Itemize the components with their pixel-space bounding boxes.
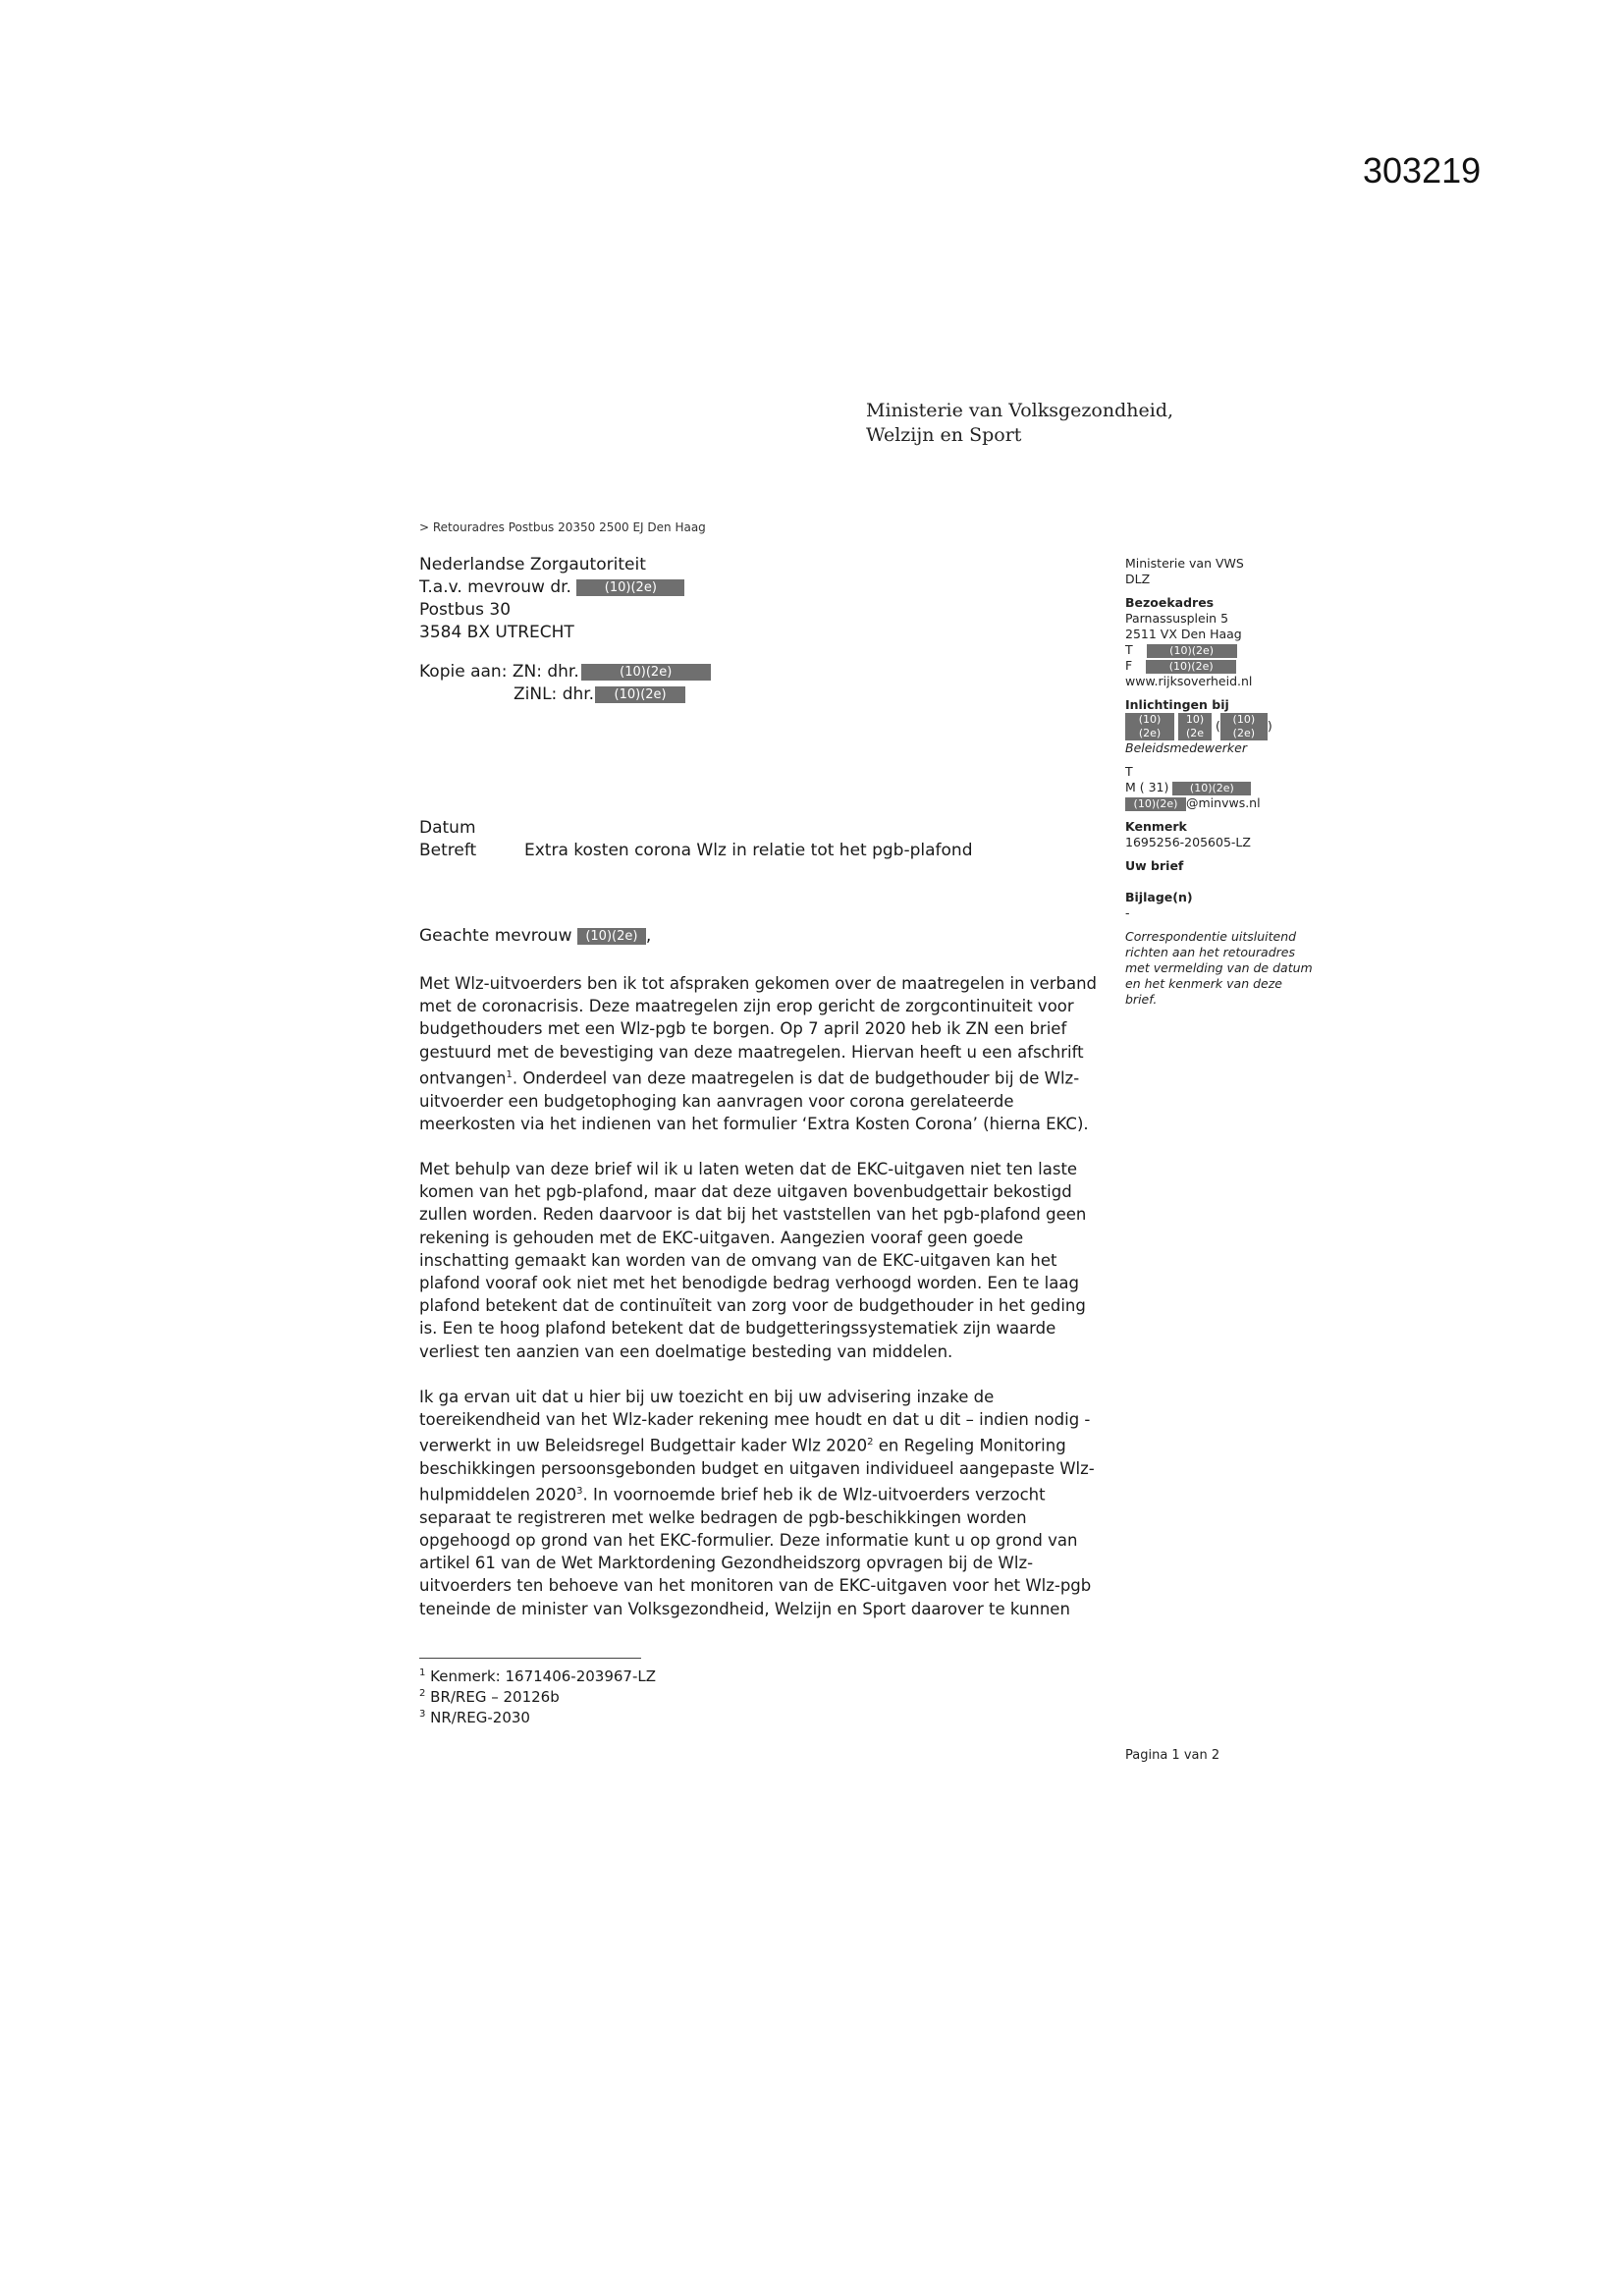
ministry-logo-text	[866, 399, 1173, 448]
document-number: 303219	[1363, 150, 1482, 191]
copy-line-2: ZiNL: dhr. (10)(2e)	[419, 683, 711, 706]
ministry-line-2: Welzijn en Sport	[866, 424, 1022, 446]
redaction-box: (10)(2e)	[1146, 660, 1236, 674]
redaction-box: (10)(2e)	[1125, 713, 1174, 740]
contact-name: (10)(2e) 10)(2e ( (10)(2e) )	[1125, 713, 1322, 740]
recipient-address	[419, 554, 684, 644]
correspondence-note: Correspondentie uitsluitend richten aan het retouradres met vermelding van de datum en het kenmerk van deze brief.	[1125, 929, 1313, 1007]
redaction-box: (10)(2e)	[576, 579, 684, 596]
footnote-3: $^3$ NR/REG-2030	[419, 1709, 530, 1726]
page-indicator: Pagina 1 van 2	[1125, 1748, 1220, 1763]
sidebar-org: Ministerie van VWS	[1125, 556, 1244, 571]
visit-street: Parnassusplein 5	[1125, 611, 1229, 626]
sidebar-info	[1125, 556, 1322, 1008]
redaction-box: (10)(2e)	[1147, 644, 1237, 658]
letter-meta	[419, 817, 973, 862]
recipient-org: Nederlandse Zorgautoriteit	[419, 555, 646, 574]
recipient-city: 3584 BX UTRECHT	[419, 623, 574, 642]
info-label: Inlichtingen bij	[1125, 697, 1229, 712]
footnote-2: $^2$ BR/REG – 20126b	[419, 1688, 560, 1706]
paragraph-2: Met behulp van deze brief wil ik u laten weten dat de EKC-uitgaven niet ten laste komen van het pgb-plafond, maar dat deze uitgaven bovenbudgettair bekostigd zullen worden. Reden daarvoor is dat bij het vaststellen van het pgb-plafond geen rekening is gehouden met de EKC-uitgaven. Aangezien vooraf geen goede inschatting gemaakt kan worden van de omvang van de EKC-uitgaven kan het plafond vooraf ook niet met het benodigde bedrag verhoogd worden. Een te laag plafond betekent dat de continuïteit van zorg voor de budgethouder in het geding is. Een te hoog plafond betekent dat de budgetteringssystematiek zijn waarde verliest ten aanzien van een doelmatige besteding van middelen.	[419, 1159, 1087, 1361]
redaction-box: (10)(2e)	[1125, 797, 1186, 811]
visit-label: Bezoekadres	[1125, 595, 1215, 610]
date-label: Datum	[419, 818, 476, 838]
sidebar-department: DLZ	[1125, 572, 1151, 586]
redaction-box: (10)(2e)	[595, 686, 685, 703]
salutation: Geachte mevrouw (10)(2e) ,	[419, 926, 652, 946]
contact-email: (10)(2e) @minvws.nl	[1125, 795, 1322, 811]
redaction-box: 10)(2e	[1178, 713, 1212, 740]
paragraph-3: Ik ga ervan uit dat u hier bij uw toezicht en bij uw advisering inzake de toereikendheid van het Wlz-kader rekening mee houdt en dat u dit – indien nodig - verwerkt in uw Beleidsregel Budgettair kader Wlz 2020$^2$ en Regeling Monitoring beschikkingen persoonsgebonden budget en uitgaven individueel aangepaste Wlz-hulpmiddelen 2020$^3$. In voornoemde brief heb ik de Wlz-uitvoerders verzocht separaat te registreren met welke bedragen de pgb-beschikkingen worden opgehoogd op grond van het EKC-formulier. Deze informatie kunt u op grond van artikel 61 van de Wet Marktordening Gezondheidszorg opvragen bij de Wlz-uitvoerders ten behoeve van het monitoren van de EKC-uitgaven voor het Wlz-pgb teneinde de minister van Volksgezondheid, Welzijn en Sport daarover te kunnen	[419, 1387, 1095, 1618]
ref-value: 1695256-205605-LZ	[1125, 835, 1251, 849]
attachments-value: -	[1125, 905, 1130, 920]
letter-body	[419, 972, 1107, 1643]
subject-text: Extra kosten corona Wlz in relatie tot het pgb-plafond	[524, 841, 973, 860]
attachments-label: Bijlage(n)	[1125, 890, 1193, 904]
paragraph-1: Met Wlz-uitvoerders ben ik tot afspraken gekomen over de maatregelen in verband met de coronacrisis. Deze maatregelen zijn erop gericht de zorgcontinuiteit voor budgethouders met een Wlz-pgb te borgen. Op 7 april 2020 heb ik ZN een brief gestuurd met de bevestiging van deze maatregelen. Hiervan heeft u een afschrift ontvangen$^1$. Onderdeel van deze maatregelen is dat de budgethouder bij de Wlz-uitvoerder een budgetophoging kan aanvragen voor corona gerelateerde meerkosten via het indienen van het formulier ‘Extra Kosten Corona’ (hierna EKC).	[419, 974, 1098, 1133]
contact-mobile: M ( 31) (10)(2e)	[1125, 780, 1322, 795]
recipient-attn: T.a.v. mevrouw dr. (10)(2e)	[419, 576, 684, 599]
contact-role: Beleidsmedewerker	[1125, 740, 1247, 755]
redaction-box: (10)(2e)	[1220, 713, 1268, 740]
copy-to	[419, 661, 711, 706]
contact-phone: T	[1125, 764, 1133, 779]
website: www.rijksoverheid.nl	[1125, 674, 1253, 688]
footnote-divider	[419, 1658, 641, 1659]
fax-line: F (10)(2e)	[1125, 658, 1322, 674]
redaction-box: (10)(2e)	[1172, 782, 1251, 795]
redaction-box: (10)(2e)	[581, 664, 711, 681]
visit-city: 2511 VX Den Haag	[1125, 627, 1242, 641]
recipient-postbus: Postbus 30	[419, 600, 512, 620]
subject-label: Betreft	[419, 841, 477, 860]
footnotes	[419, 1665, 656, 1726]
return-address: > Retouradres Postbus 20350 2500 EJ Den Haag	[419, 520, 706, 534]
footnote-1: $^1$ Kenmerk: 1671406-203967-LZ	[419, 1667, 657, 1685]
your-letter-label: Uw brief	[1125, 858, 1184, 873]
redaction-box: (10)(2e)	[577, 928, 646, 945]
ministry-line-1: Ministerie van Volksgezondheid,	[866, 400, 1174, 421]
phone-line: T (10)(2e)	[1125, 642, 1322, 658]
copy-line-1: Kopie aan: ZN: dhr. (10)(2e)	[419, 661, 711, 683]
ref-label: Kenmerk	[1125, 819, 1187, 834]
